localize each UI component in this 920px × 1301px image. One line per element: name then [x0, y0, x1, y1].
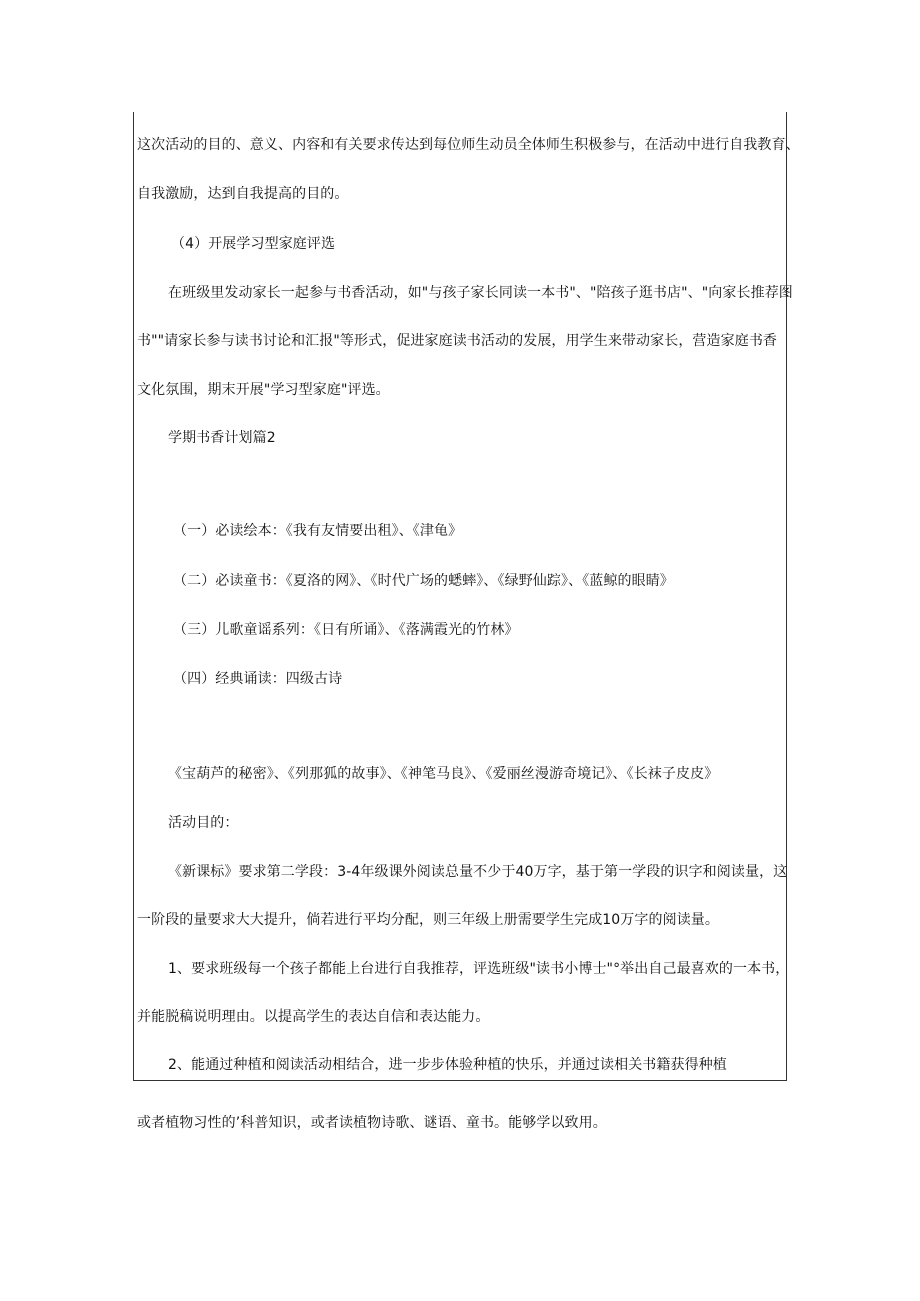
paragraph-line: 书""请家长参与读书讨论和汇报"等形式，促进家庭读书活动的发展，用学生来带动家长，营造家庭书香 — [137, 333, 778, 349]
paragraph-line: 文化氛围，期末开展"学习型家庭"评选。 — [137, 382, 390, 398]
paragraph-line: 《新课标》要求第二学段：3-4年级课外阅读总量不少于40万字，基于第一学段的识字和阅读量，这 — [168, 864, 788, 880]
list-item: （三）儿歌童谣系列：《日有所诵》、《落满霞光的竹林》 — [173, 622, 519, 638]
section-heading: 学期书香计划篇2 — [168, 430, 276, 446]
paragraph-line: 1、要求班级每一个孩子都能上台进行自我推荐，评选班级"读书小博士"°举出自己最喜欢的一本书， — [168, 961, 790, 977]
section-heading: 活动目的： — [168, 815, 239, 831]
paragraph-line: 一阶段的量要求大大提升，倘若进行平均分配，则三年级上册需要学生完成10万字的阅读量。 — [137, 912, 720, 928]
list-item: （四）经典诵读：四级古诗 — [173, 671, 343, 687]
paragraph-line: 《宝葫芦的秘密》、《列那狐的故事》、《神笔马良》、《爱丽丝漫游奇境记》、《长袜子皮皮》 — [168, 766, 719, 782]
list-item: （一）必读绘本：《我有友情要出租》、《津龟》 — [173, 523, 463, 539]
paragraph-line: 或者植物习性的’科普知识，或者读植物诗歌、谜语、童书。能够学以致用。 — [137, 1115, 607, 1131]
list-item: （二）必读童书：《夏洛的网》、《时代广场的蟋蟀》、《绿野仙踪》、《蓝鲸的眼睛》 — [173, 573, 674, 589]
paragraph-line: 并能脱稿说明理由。以提高学生的表达自信和表达能力。 — [137, 1009, 490, 1025]
section-heading: （4）开展学习型家庭评选 — [171, 236, 336, 252]
paragraph-line: 2、能通过种植和阅读活动相结合，进一步步体验种植的快乐，并通过读相关书籍获得种植 — [168, 1057, 727, 1073]
table-frame — [133, 112, 790, 1081]
paragraph-line: 在班级里发动家长一起参与书香活动，如"与孩子家长同读一本书"、"陪孩子逛书店"、"向家长推荐图 — [168, 285, 793, 301]
paragraph-line: 这次活动的目的、意义、内容和有关要求传达到每位师生动员全体师生积极参与，在活动中进行自我教育、 — [137, 137, 800, 153]
paragraph-line: 自我激励，达到自我提高的目的。 — [137, 186, 349, 202]
